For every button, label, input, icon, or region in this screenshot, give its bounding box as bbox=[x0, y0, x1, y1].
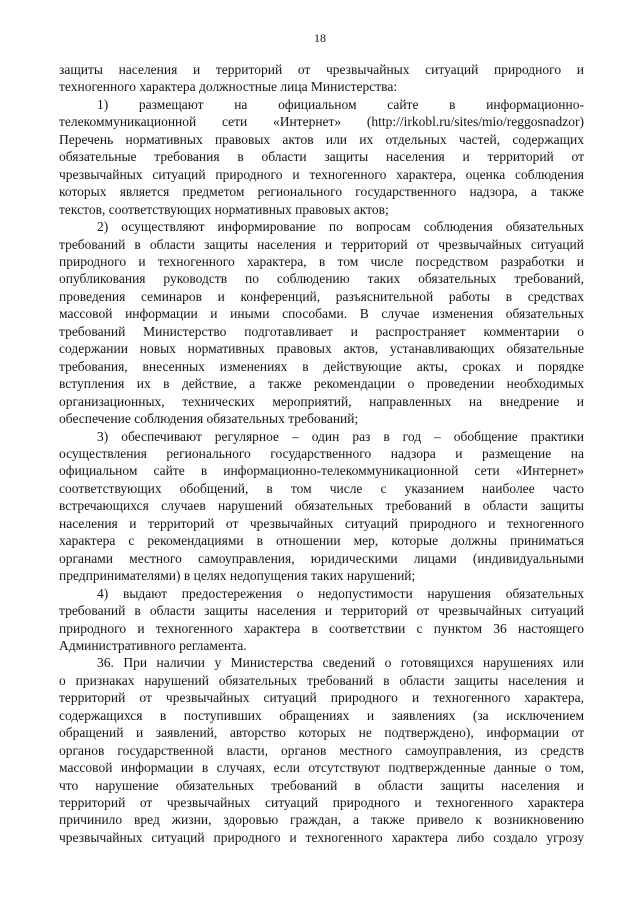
text-line: органов государственной власти, органов местного самоуправления, из средств bbox=[59, 742, 584, 758]
text-line: Административного регламента. bbox=[59, 637, 247, 653]
text-line: природного и техногенного характера, в том числе посредством разработки и bbox=[59, 253, 584, 269]
text-line: телекоммуникационной сети «Интернет» (http://irkobl.ru/sites/mio/reggosnadzor) bbox=[59, 114, 584, 130]
text-line: органами местного самоуправления, юридическими лицами (индивидуальными bbox=[59, 550, 584, 566]
text-line: требований Министерство подготавливает и распространяет комментарии о bbox=[59, 323, 584, 339]
text-line: опубликования руководств по соблюдению таких обязательных требований, bbox=[59, 271, 584, 287]
text-line: 1) размещают на официальном сайте в информационно- bbox=[97, 96, 584, 112]
text-line: встречающихся случаев нарушений обязательных требований в области защиты bbox=[59, 498, 584, 514]
text-line: территорий от чрезвычайных ситуаций природного и техногенного характера, bbox=[59, 690, 584, 706]
text-line: природного и техногенного характера в соответствии с пунктом 36 настоящего bbox=[59, 620, 584, 636]
text-line: 4) выдают предостережения о недопустимости нарушения обязательных bbox=[97, 585, 584, 601]
text-line: которых является предметом регионального государственного надзора, а также bbox=[59, 184, 584, 200]
text-line: причинило вред жизни, здоровью граждан, а также привело к возникновению bbox=[59, 812, 584, 828]
text-line: чрезвычайных ситуаций природного и техногенного характера либо создало угрозу bbox=[59, 829, 584, 845]
text-line: характера с рекомендациями в отношении мер, которые должны приниматься bbox=[59, 533, 584, 549]
text-line: обеспечение соблюдения обязательных требований; bbox=[59, 411, 359, 427]
text-line: массовой информации в случаях, если отсутствуют подтвержденные данные о том, bbox=[59, 760, 584, 776]
text-line: требования, внесенных изменениях в действующие акты, сроках и порядке bbox=[59, 358, 584, 374]
text-line: осуществления регионального государственного надзора и размещение на bbox=[59, 445, 584, 461]
text-line: массовой информации и иными способами. В случае изменения обязательных bbox=[59, 306, 584, 322]
text-line: чрезвычайных ситуаций природного и техногенного характера, оценка соблюдения bbox=[59, 166, 584, 182]
text-line: обязательные требования в области защиты населения и территорий от bbox=[59, 149, 584, 165]
text-line: 3) обеспечивают регулярное – один раз в год – обобщение практики bbox=[97, 428, 584, 444]
text-line: территорий от чрезвычайных ситуаций природного и техногенного характера bbox=[59, 795, 584, 811]
text-line: обращений и заявлений, авторство которых не подтверждено), информации от bbox=[59, 725, 584, 741]
text-line: о признаках нарушений обязательных требований в области защиты населения и bbox=[59, 672, 584, 688]
text-line: официальном сайте в информационно-телекоммуникационной сети «Интернет» bbox=[59, 463, 584, 479]
text-line: техногенного характера должностные лица Министерства: bbox=[59, 79, 398, 95]
text-line: организационных, технических мероприятий, направленных на внедрение и bbox=[59, 393, 584, 409]
text-line: проведения семинаров и конференций, разъяснительной работы в средствах bbox=[59, 288, 584, 304]
text-line: требований в области защиты населения и территорий от чрезвычайных ситуаций bbox=[59, 603, 584, 619]
text-line: вступления их в действие, а также рекомендации о проведении необходимых bbox=[59, 376, 584, 392]
text-line: Перечень нормативных правовых актов или их отдельных частей, содержащих bbox=[59, 131, 584, 147]
text-line: содержании новых нормативных правовых актов, устанавливающих обязательные bbox=[59, 341, 584, 357]
page-number: 18 bbox=[314, 31, 326, 45]
text-line: 2) осуществляют информирование по вопросам соблюдения обязательных bbox=[97, 219, 584, 235]
text-line: содержащихся в поступивших обращениях и заявлениях (за исключением bbox=[59, 707, 584, 723]
text-line: что нарушение обязательных требований в области защиты населения и bbox=[59, 777, 584, 793]
text-line: населения и территорий от чрезвычайных ситуаций природного и техногенного bbox=[59, 515, 584, 531]
document-body bbox=[59, 61, 584, 846]
text-line: текстов, соответствующих нормативных правовых актов; bbox=[59, 201, 389, 217]
text-line: требований в области защиты населения и территорий от чрезвычайных ситуаций bbox=[59, 236, 584, 252]
text-line: защиты населения и территорий от чрезвычайных ситуаций природного и bbox=[59, 62, 584, 77]
text-line: предпринимателями) в целях недопущения таких нарушений; bbox=[59, 568, 416, 584]
text-line: 36. При наличии у Министерства сведений о готовящихся нарушениях или bbox=[97, 655, 584, 671]
text-line: соответствующих обобщений, в том числе с указанием наиболее часто bbox=[59, 480, 584, 496]
